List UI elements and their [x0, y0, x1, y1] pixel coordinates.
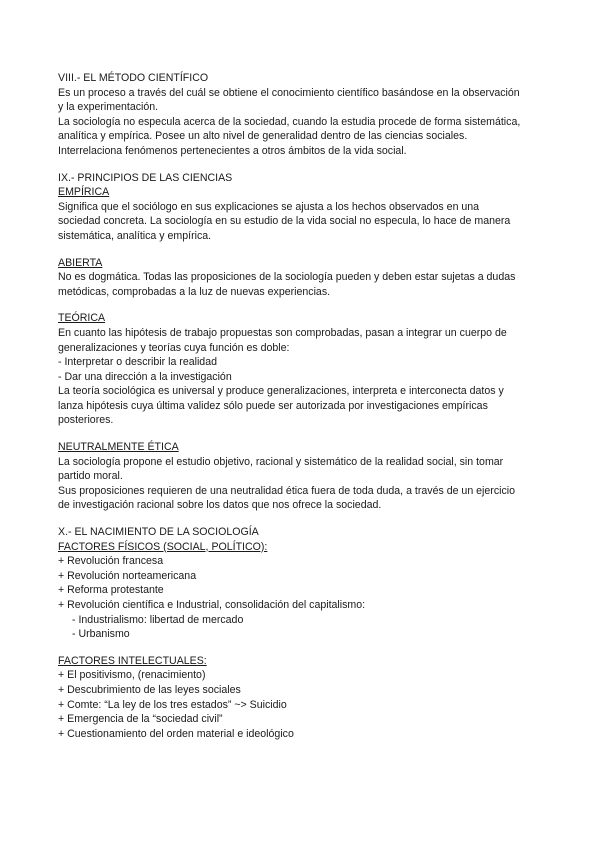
paragraph-line: posteriores. — [58, 414, 114, 427]
list-item: + Reforma protestante — [58, 584, 164, 597]
paragraph-line: sociedad concreta. La sociología en su estudio de la vida social no especula, lo hace de manera — [58, 215, 511, 228]
subheading-factores-fisicos: FACTORES FÍSICOS (SOCIAL, POLÍTICO): — [58, 540, 268, 553]
subheading-empirica: EMPÍRICA — [58, 186, 110, 199]
paragraph-line: Interrelaciona fenómenos pertenecientes a otros ámbitos de la vida social. — [58, 144, 407, 157]
list-item: + El positivismo, (renacimiento) — [58, 669, 206, 682]
list-item: + Comte: “La ley de los tres estados” ~> Suicidio — [58, 698, 287, 711]
sub-list-item: - Urbanismo — [72, 628, 130, 641]
list-item: + Revolución francesa — [58, 555, 164, 568]
list-item: + Revolución norteamericana — [58, 569, 197, 582]
list-item: + Emergencia de la “sociedad civil” — [58, 713, 223, 726]
paragraph-line: y la experimentación. — [58, 101, 159, 114]
list-item: - Interpretar o describir la realidad — [58, 356, 217, 369]
paragraph-line: partido moral. — [58, 470, 123, 483]
paragraph-line: La sociología propone el estudio objetivo, racional y sistemático de la realidad social, sin tomar — [58, 455, 504, 468]
paragraph-line: metódicas, comprobadas a la luz de nuevas experiencias. — [58, 285, 331, 298]
sub-list-item: - Industrialismo: libertad de mercado — [72, 613, 244, 626]
paragraph-line: sistemática, analítica y empírica. — [58, 229, 212, 242]
subheading-abierta: ABIERTA — [58, 256, 103, 269]
paragraph-line: generalizaciones y teorías cuya función es doble: — [58, 341, 290, 354]
subheading-neutralmente-etica: NEUTRALMENTE ÉTICA — [58, 441, 179, 454]
paragraph-line: analítica y empírica. Posee un alto nivel de generalidad dentro de las ciencias sociales. — [58, 130, 468, 143]
paragraph-line: Sus proposiciones requieren de una neutralidad ética fuera de toda duda, a través de un ejercicio — [58, 484, 516, 497]
section-title-principios: IX.- PRINCIPIOS DE LAS CIENCIAS — [58, 171, 233, 184]
list-item: + Cuestionamiento del orden material e ideológico — [58, 727, 294, 740]
section-title-metodo: VIII.- EL MÉTODO CIENTÍFICO — [58, 72, 209, 84]
paragraph-line: lanza hipótesis cuya última validez sólo puede ser autorizada por investigaciones empíricas — [58, 399, 488, 412]
paragraph-line: de investigación racional sobre los datos que nos ofrece la sociedad. — [58, 499, 382, 512]
document-body — [58, 71, 548, 741]
subheading-factores-intelectuales: FACTORES INTELECTUALES: — [58, 654, 207, 667]
paragraph-line: Es un proceso a través del cuál se obtiene el conocimiento científico basándose en la observación — [58, 86, 520, 99]
paragraph-line: La teoría sociológica es universal y produce generalizaciones, interpreta e interconecta datos y — [58, 385, 504, 398]
list-item: + Descubrimiento de las leyes sociales — [58, 683, 241, 696]
section-title-nacimiento: X.- EL NACIMIENTO DE LA SOCIOLOGÍA — [58, 526, 259, 539]
paragraph-line: La sociología no especula acerca de la sociedad, cuando la estudia procede de forma sistemática, — [58, 115, 521, 128]
list-item: - Dar una dirección a la investigación — [58, 370, 232, 383]
list-item: + Revolución científica e Industrial, consolidación del capitalismo: — [58, 599, 366, 611]
paragraph-line: No es dogmática. Todas las proposiciones de la sociología pueden y deben estar sujetas a dudas — [58, 271, 516, 284]
subheading-teorica: TEÓRICA — [58, 312, 106, 325]
paragraph-line: En cuanto las hipótesis de trabajo propuestas son comprobadas, pasan a integrar un cuerpo de — [58, 326, 507, 339]
paragraph-line: Significa que el sociólogo en sus explicaciones se ajusta a los hechos observados en una — [58, 200, 480, 213]
